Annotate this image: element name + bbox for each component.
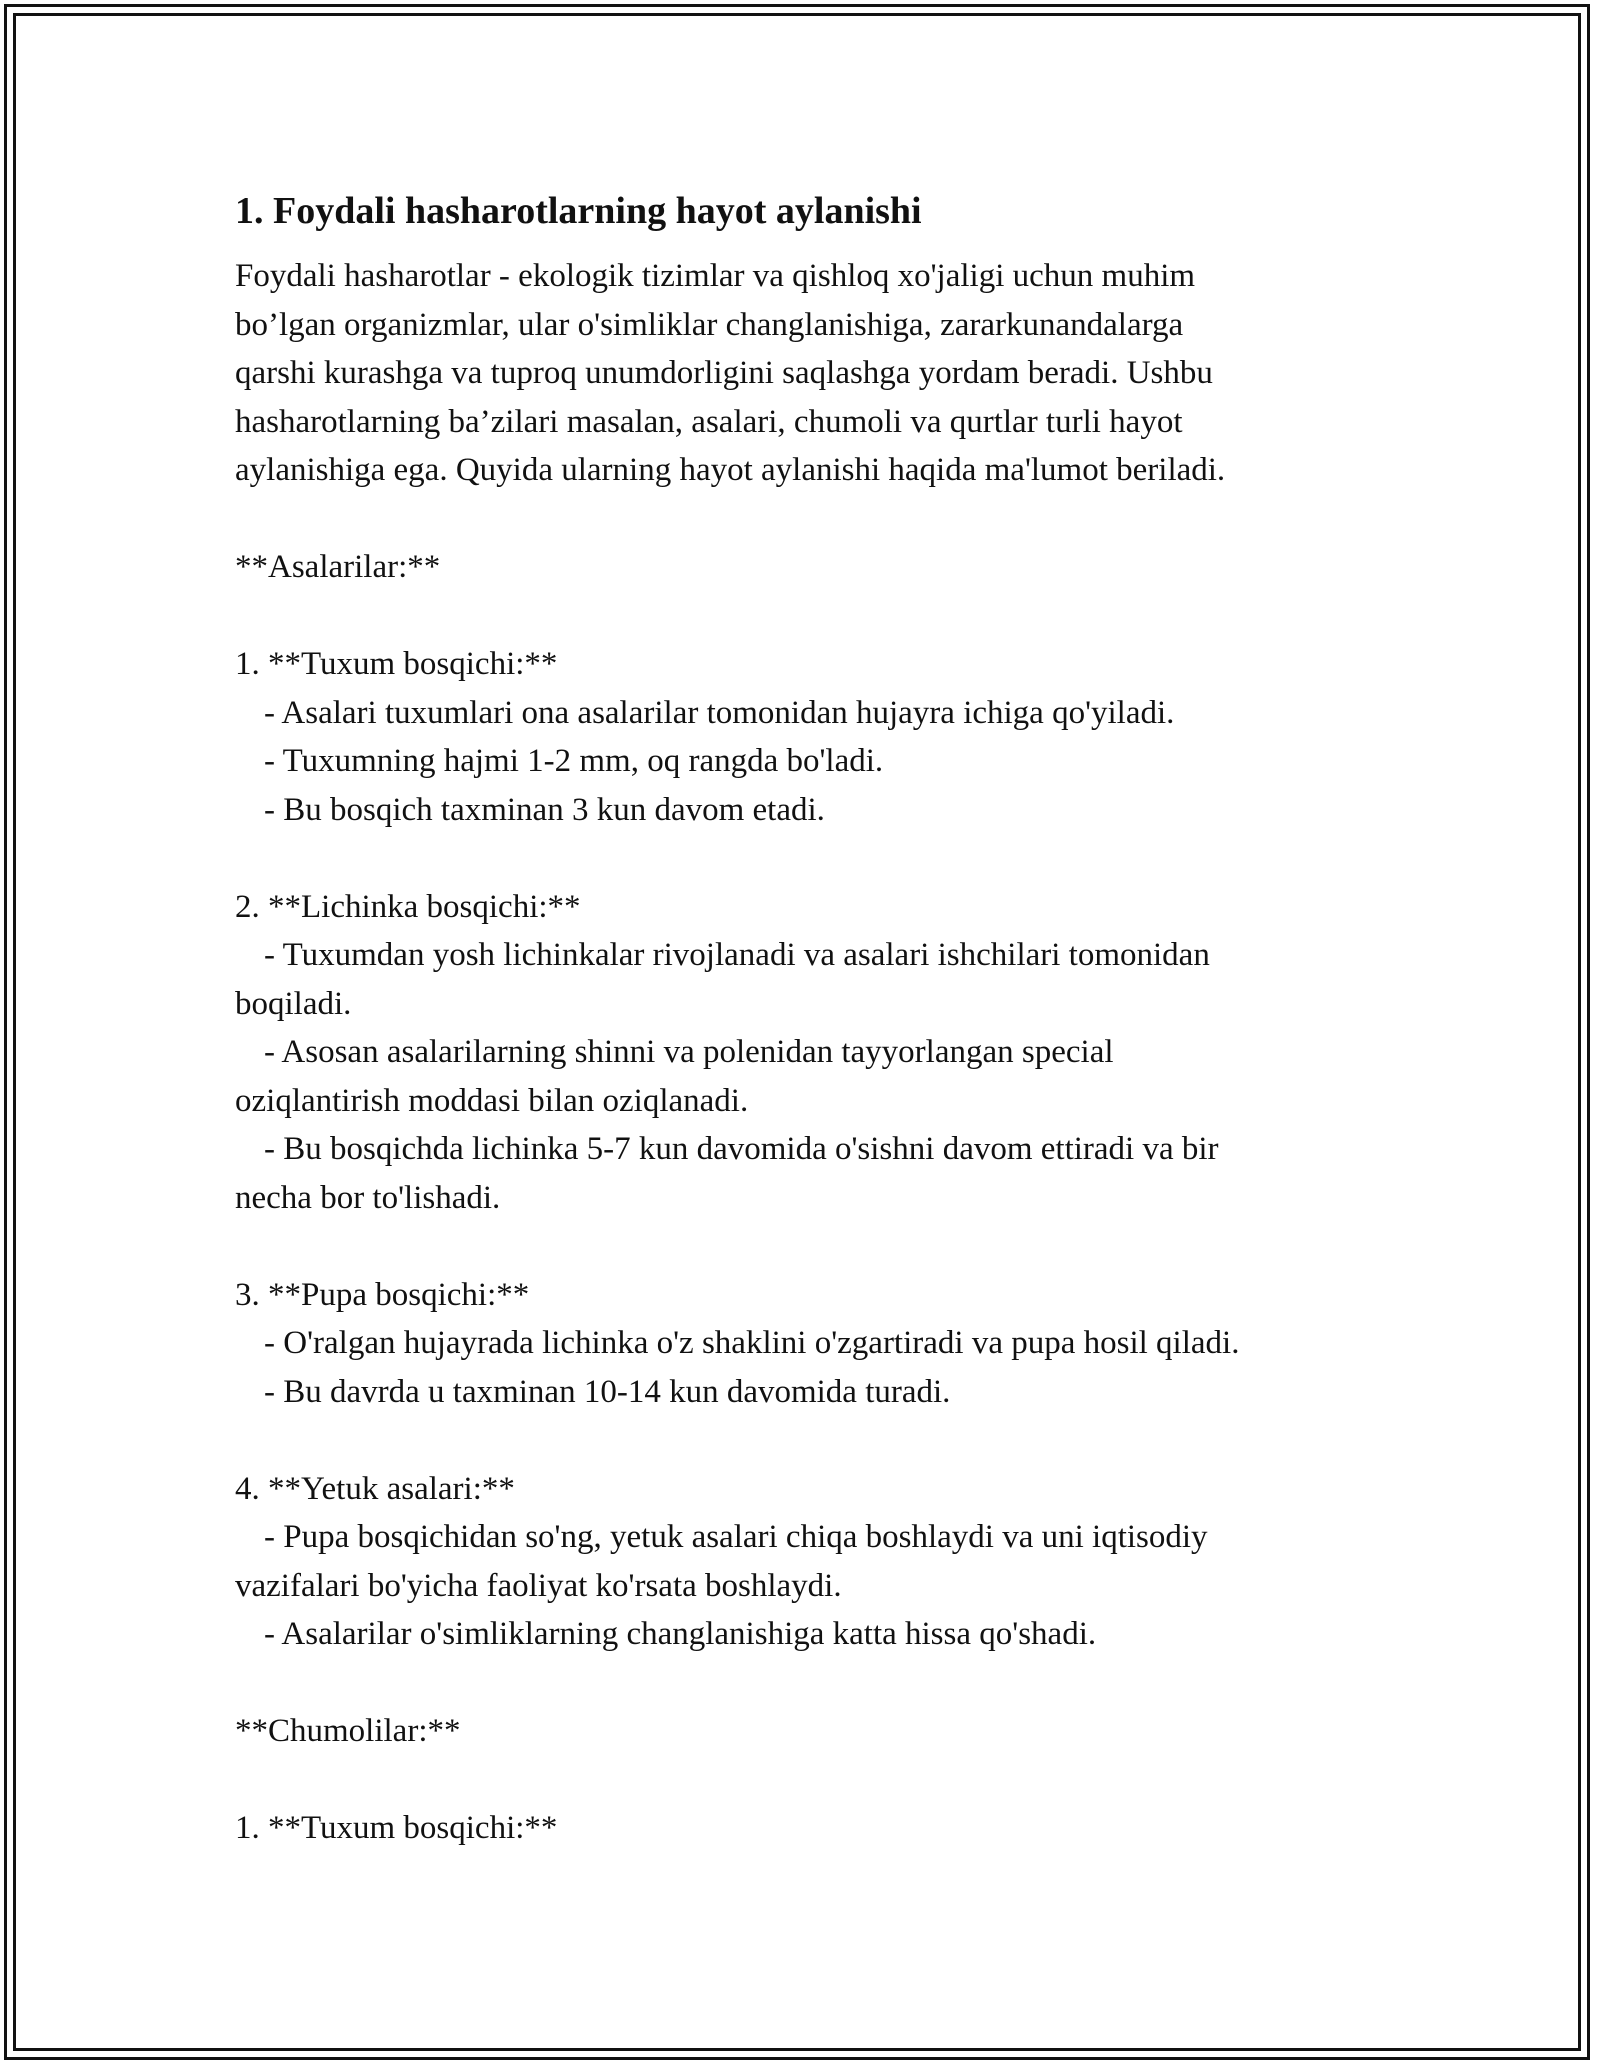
intro-line: Foydali hasharotlar - ekologik tizimlar va qishloq xo'jaligi uchun muhim xyxy=(235,258,1196,294)
intro-line: hasharotlarning ba’zilari masalan, asalari, chumoli va qurtlar turli hayot xyxy=(235,403,1183,440)
bullet-item-continuation: necha bor to'lishadi. xyxy=(235,1179,501,1216)
stage-heading: 3. **Pupa bosqichi:** xyxy=(235,1276,530,1313)
intro-paragraph xyxy=(235,252,1365,495)
spacer xyxy=(235,834,1365,883)
bullet-item-continuation: vazifalari bo'yicha faoliyat ko'rsata boshlaydi. xyxy=(235,1567,842,1604)
stage-heading: 1. **Tuxum bosqichi:** xyxy=(235,646,558,682)
spacer xyxy=(235,495,1365,544)
document-title: 1. Foydali hasharotlarning hayot aylanishi xyxy=(235,190,922,232)
bullet-item-continuation: boqiladi. xyxy=(235,985,352,1022)
intro-line: qarshi kurashga va tuproq unumdorligini saqlashga yordam beradi. Ushbu xyxy=(235,355,1213,391)
stage-heading: 1. **Tuxum bosqichi:** xyxy=(235,1810,558,1846)
bullet-item: - Bu bosqich taxminan 3 kun davom etadi. xyxy=(264,791,825,828)
bullet-item: - Bu davrda u taxminan 10-14 kun davomida turadi. xyxy=(264,1373,951,1410)
document-body xyxy=(235,187,1365,1853)
spacer xyxy=(235,1416,1365,1465)
bullet-item: - Asosan asalarilarning shinni va polenidan tayyorlangan special xyxy=(264,1034,1114,1070)
spacer xyxy=(235,1222,1365,1271)
bullet-item: - O'ralgan hujayrada lichinka o'z shaklini o'zgartiradi va pupa hosil qiladi. xyxy=(264,1325,1240,1361)
spacer xyxy=(235,1756,1365,1805)
intro-line: aylanishiga ega. Quyida ularning hayot aylanishi haqida ma'lumot beriladi. xyxy=(235,452,1226,488)
bullet-item: - Asalari tuxumlari ona asalarilar tomonidan hujayra ichiga qo'yiladi. xyxy=(264,694,1175,731)
bullet-item: - Asalarilar o'simliklarning changlanishiga katta hissa qo'shadi. xyxy=(264,1616,1097,1652)
stage-heading: 4. **Yetuk asalari:** xyxy=(235,1470,515,1507)
section-heading-bees: **Asalarilar:** xyxy=(235,549,441,585)
section-heading-ants: **Chumolilar:** xyxy=(235,1713,461,1749)
bullet-item: - Tuxumning hajmi 1-2 mm, oq rangda bo'ladi. xyxy=(264,743,884,779)
stage-heading: 2. **Lichinka bosqichi:** xyxy=(235,888,581,925)
bullet-item: - Bu bosqichda lichinka 5-7 kun davomida o'sishni davom ettiradi va bir xyxy=(264,1131,1219,1167)
bullet-item: - Tuxumdan yosh lichinkalar rivojlanadi va asalari ishchilari tomonidan xyxy=(264,937,1210,973)
bullet-item-continuation: oziqlantirish moddasi bilan oziqlanadi. xyxy=(235,1082,749,1119)
bullet-item: - Pupa bosqichidan so'ng, yetuk asalari chiqa boshlaydi va uni iqtisodiy xyxy=(264,1519,1208,1555)
spacer xyxy=(235,592,1365,641)
spacer xyxy=(235,1659,1365,1708)
intro-line: bo’lgan organizmlar, ular o'simliklar changlanishiga, zararkunandalarga xyxy=(235,306,1184,343)
